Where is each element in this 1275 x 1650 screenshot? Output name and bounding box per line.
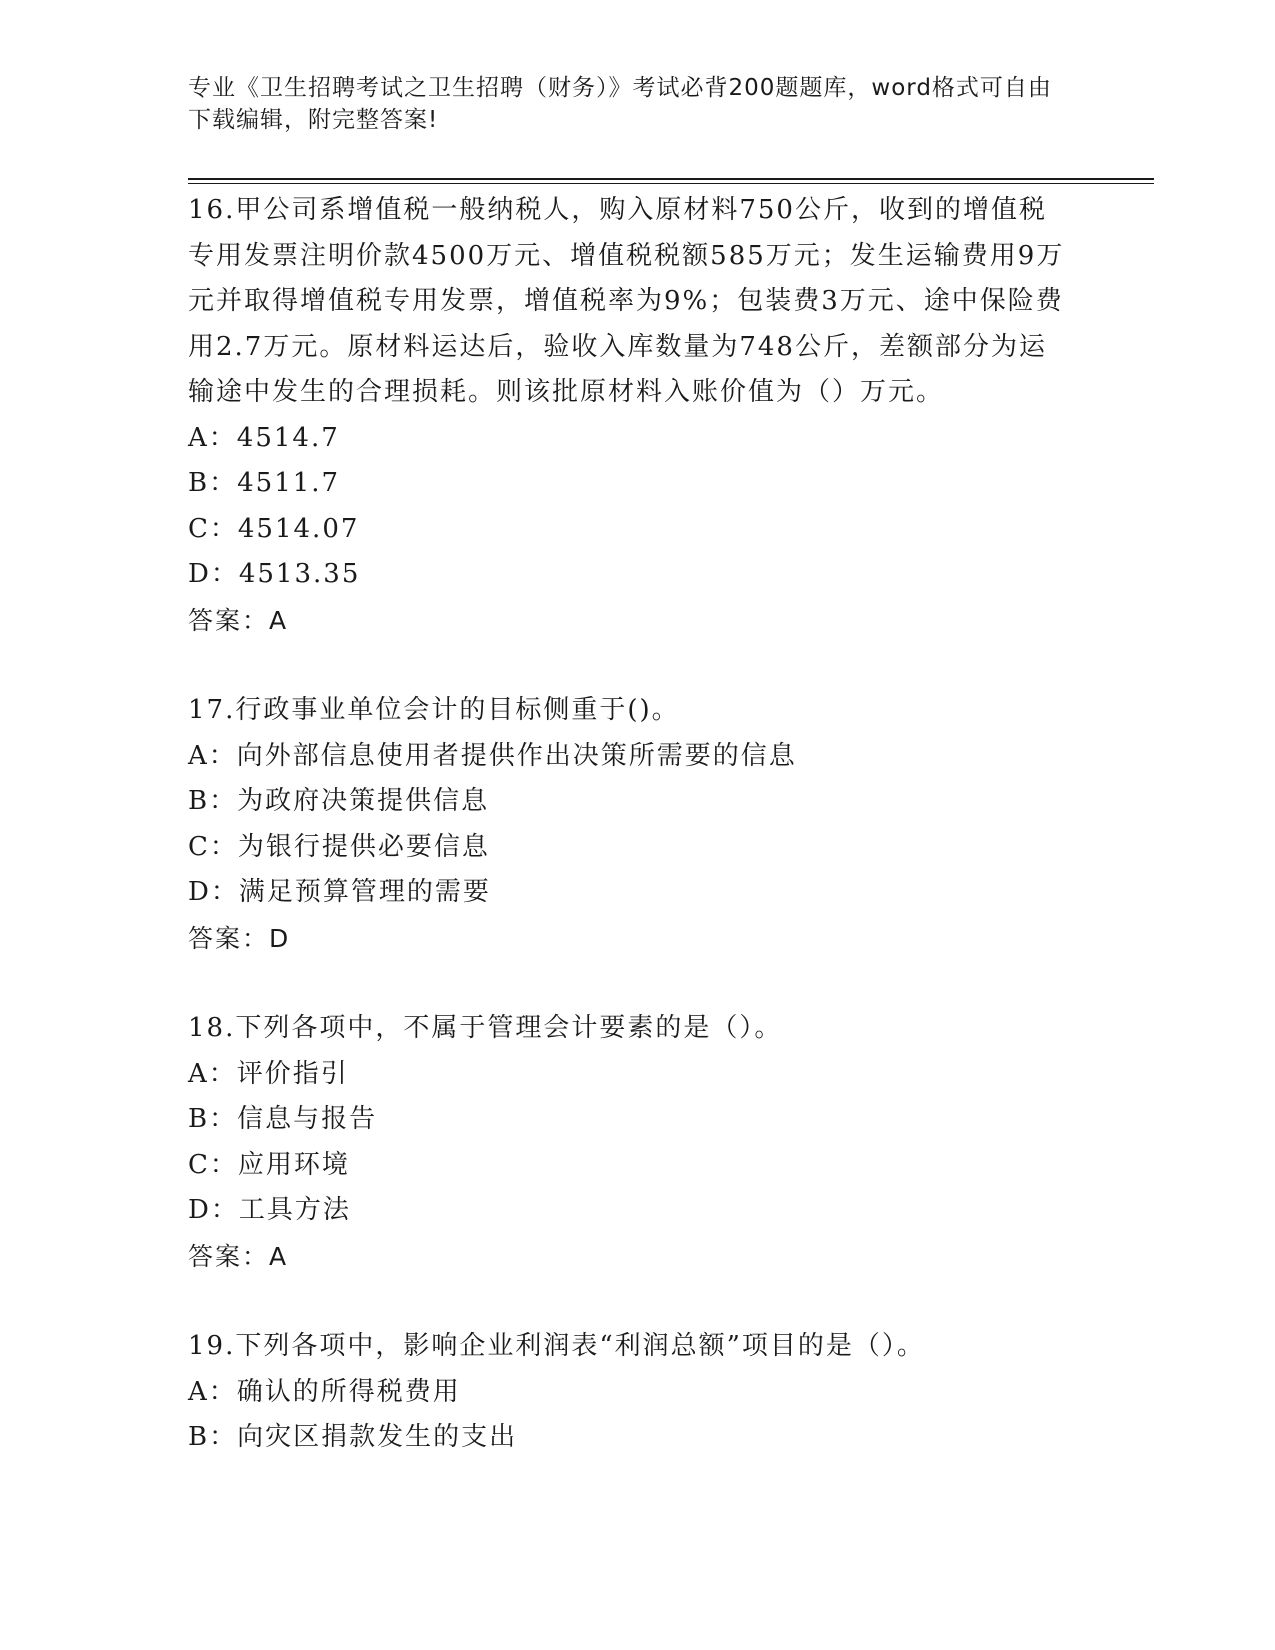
header-divider-thin — [188, 183, 1154, 184]
option-b: B：4511.7 — [188, 468, 341, 498]
question-stem: 16.甲公司系增值税一般纳税人，购入原材料750公斤，收到的增值税专用发票注明价款4500万元、增值税税额585万元；发生运输费用9万元并取得增值税专用发票，增值税率为9%；包装费3万元、途中保险费用2.7万元。原材料运达后，验收入库数量为748公斤，差额部分为运输途中发生的合理损耗。则该批原材料入账价值为（）万元。 — [188, 195, 1065, 407]
option-d: D：4513.35 — [188, 559, 361, 589]
option-a: A：向外部信息使用者提供作出决策所需要的信息 — [188, 740, 797, 771]
option-a: A：评价指引 — [188, 1058, 349, 1089]
option-c: C：4514.07 — [188, 513, 360, 544]
option-b: B：信息与报告 — [188, 1104, 378, 1134]
question-stem: 19.下列各项中，影响企业利润表“利润总额”项目的是（）。 — [188, 1331, 925, 1361]
question-18 — [188, 1006, 1068, 1279]
question-stem: 18.下列各项中，不属于管理会计要素的是（）。 — [188, 1013, 783, 1043]
option-a: A：确认的所得税费用 — [188, 1376, 461, 1407]
document-header: 专业《卫生招聘考试之卫生招聘（财务）》考试必背200题题库，word格式可自由下载编辑，附完整答案! — [188, 75, 1052, 133]
option-d: D：工具方法 — [188, 1195, 351, 1225]
answer-line: 答案：A — [188, 1241, 289, 1271]
question-16 — [188, 188, 1068, 643]
question-list — [188, 188, 1068, 1506]
answer-line: 答案：D — [188, 923, 291, 953]
question-19 — [188, 1324, 1068, 1461]
header-divider — [188, 178, 1154, 180]
question-stem: 17.行政事业单位会计的目标侧重于()。 — [188, 695, 680, 725]
option-b: B：向灾区捐款发生的支出 — [188, 1422, 518, 1452]
option-c: C：为银行提供必要信息 — [188, 831, 490, 862]
option-d: D：满足预算管理的需要 — [188, 877, 491, 907]
option-a: A：4514.7 — [188, 422, 340, 453]
answer-line: 答案：A — [188, 605, 289, 635]
question-17 — [188, 688, 1068, 961]
option-c: C：应用环境 — [188, 1149, 350, 1180]
option-b: B：为政府决策提供信息 — [188, 786, 490, 816]
